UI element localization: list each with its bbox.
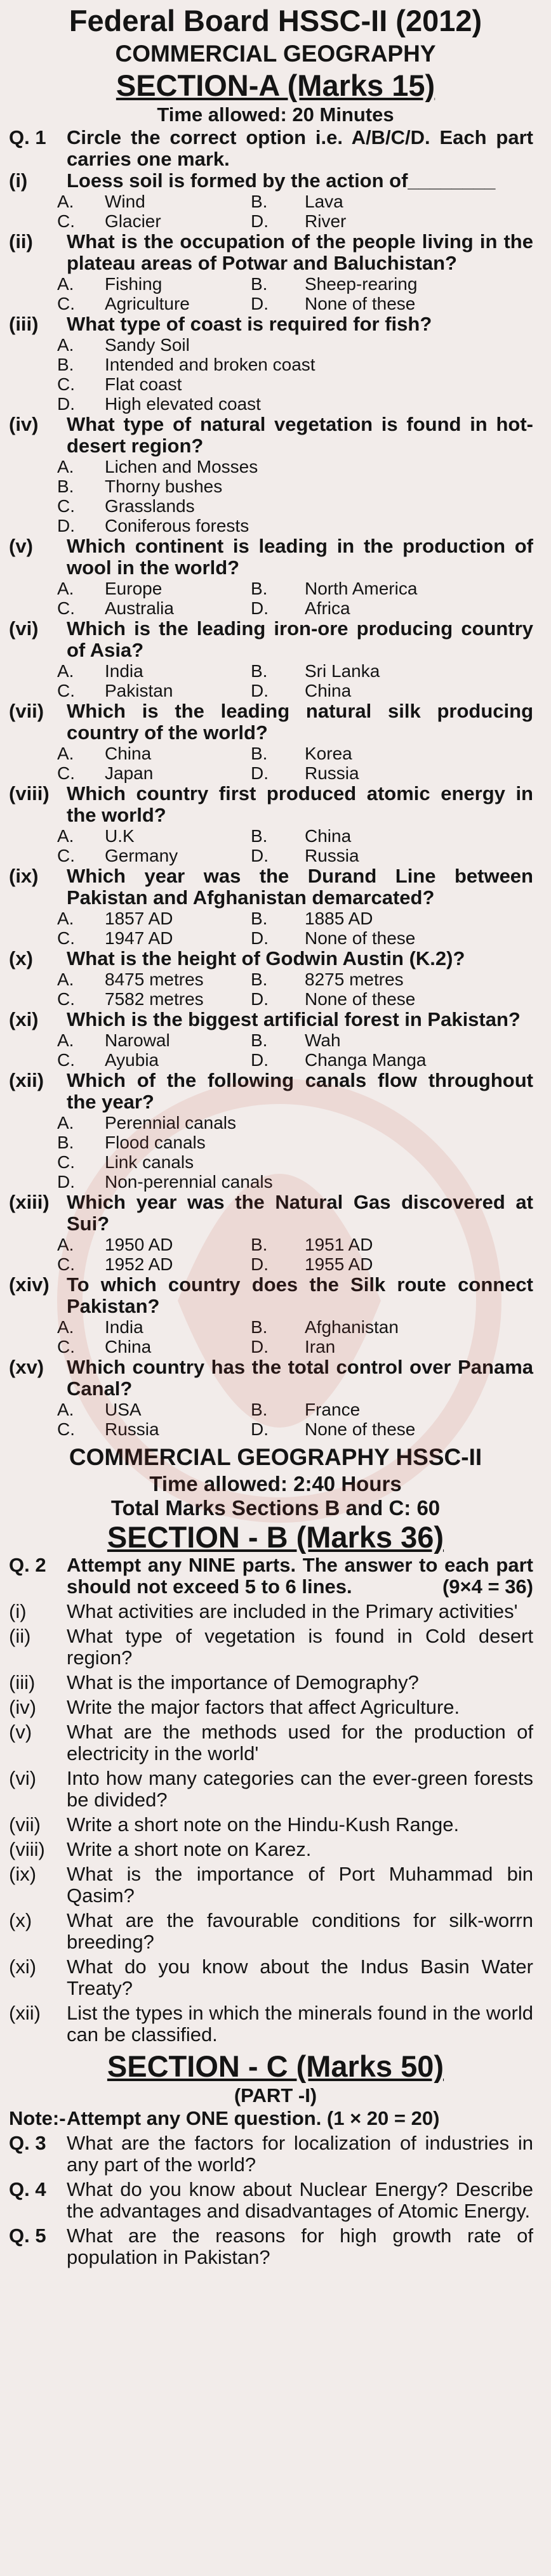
mcq-options: [57, 909, 533, 948]
mcq-number: (xiv): [9, 1273, 50, 1296]
mcq-row: [0, 231, 551, 274]
short-question-row: [0, 1910, 551, 1953]
option-text: Wind: [105, 192, 145, 211]
option-letter: B.: [251, 1317, 268, 1337]
option-text: 1952 AD: [105, 1254, 173, 1274]
option-line: [57, 1172, 533, 1192]
option-text: River: [305, 211, 347, 231]
option-text: Grasslands: [105, 496, 195, 516]
option-text: None of these: [305, 1419, 416, 1439]
short-question-row: [0, 2002, 551, 2046]
option-text: Flat coast: [105, 374, 182, 394]
option-text: Sheep-rearing: [305, 274, 418, 294]
option-letter: B.: [251, 1030, 268, 1050]
short-question-row: [0, 1863, 551, 1907]
option-text: Sandy Soil: [105, 335, 190, 355]
mcq-number: (xiii): [9, 1191, 50, 1213]
option-letter: A.: [57, 1317, 74, 1337]
option-letter: B.: [251, 826, 268, 846]
short-question-number: (v): [9, 1721, 32, 1743]
option-letter: C.: [57, 846, 75, 865]
mcq-options: [57, 1030, 533, 1070]
option-text: Lava: [305, 192, 343, 211]
q2-number: Q. 2: [9, 1554, 46, 1576]
long-question-number: Q. 5: [9, 2224, 46, 2247]
mcq-question: What type of coast is required for fish?: [67, 313, 432, 335]
mcq-row: [0, 700, 551, 744]
option-letter: D.: [57, 1172, 75, 1192]
mcq-row: [0, 783, 551, 826]
mcq-row: [0, 414, 551, 457]
short-question-row: [0, 1839, 551, 1860]
option-letter: B.: [251, 1400, 268, 1419]
option-text: China: [305, 681, 352, 700]
mcq-options: [57, 1113, 533, 1192]
option-line: [57, 969, 533, 989]
mcq-row: [0, 1274, 551, 1317]
mcq-question: Which is the leading natural silk producing country of the world?: [67, 700, 533, 744]
short-question-number: (vii): [9, 1813, 41, 1836]
option-line: [57, 661, 533, 681]
option-text: Russia: [305, 763, 359, 783]
short-question-row: [0, 1814, 551, 1836]
option-line: [57, 516, 533, 536]
mcq-row: [0, 948, 551, 969]
option-line: [57, 1133, 533, 1152]
option-line: [57, 579, 533, 598]
q1-row: [0, 127, 551, 170]
option-text: 1885 AD: [305, 909, 373, 928]
option-line: [57, 846, 533, 865]
mcq-row: [0, 313, 551, 335]
option-line: [57, 457, 533, 476]
option-text: France: [305, 1400, 361, 1419]
option-line: [57, 1050, 533, 1070]
option-letter: D.: [251, 763, 269, 783]
option-letter: B.: [251, 744, 268, 763]
option-text: Japan: [105, 763, 154, 783]
long-question-text: What are the reasons for high growth rate of population in Pakistan?: [67, 2224, 533, 2268]
option-line: [57, 681, 533, 700]
option-letter: C.: [57, 211, 75, 231]
option-text: Wah: [305, 1030, 341, 1050]
option-letter: A.: [57, 744, 74, 763]
option-text: Russia: [305, 846, 359, 865]
mcq-options: [57, 744, 533, 783]
option-letter: A.: [57, 192, 74, 211]
option-line: [57, 928, 533, 948]
option-text: Africa: [305, 598, 350, 618]
short-question-text: What type of vegetation is found in Cold desert region?: [67, 1625, 533, 1669]
option-letter: C.: [57, 681, 75, 700]
long-question-text: What do you know about Nuclear Energy? Describe the advantages and disadvantages of Atomic Energy.: [67, 2178, 533, 2222]
mcq-options: [57, 457, 533, 536]
option-text: None of these: [305, 989, 416, 1009]
option-text: Afghanistan: [305, 1317, 399, 1337]
short-question-text: Into how many categories can the ever-green forests be divided?: [67, 1767, 533, 1811]
option-line: [57, 744, 533, 763]
option-letter: D.: [251, 598, 269, 618]
option-letter: D.: [251, 1419, 269, 1439]
short-question-text: What activities are included in the Primary activities': [67, 1600, 518, 1622]
section-b-heading: SECTION - B (Marks 36): [107, 1520, 444, 1554]
option-letter: A.: [57, 1030, 74, 1050]
option-letter: D.: [57, 394, 75, 414]
short-question-row: [0, 1697, 551, 1718]
short-question-text: What are the methods used for the production of electricity in the world': [67, 1721, 533, 1764]
option-text: Glacier: [105, 211, 161, 231]
option-text: Lichen and Mosses: [105, 457, 258, 476]
option-letter: C.: [57, 1337, 75, 1357]
option-text: Intended and broken coast: [105, 355, 315, 374]
short-question-number: (vi): [9, 1767, 37, 1789]
mcq-question: Which year was the Natural Gas discovered at Sui?: [67, 1191, 533, 1235]
short-question-number: (xii): [9, 2002, 41, 2024]
option-text: 8275 metres: [305, 969, 404, 989]
short-question-text: List the types in which the minerals found in the world can be classified.: [67, 2002, 533, 2046]
long-question-text: What are the factors for localization of industries in any part of the world?: [67, 2132, 533, 2176]
long-question-number: Q. 3: [9, 2132, 46, 2154]
mcq-options: [57, 969, 533, 1009]
option-text: Russia: [105, 1419, 159, 1439]
option-text: 1955 AD: [305, 1254, 373, 1274]
mcq-question: Which continent is leading in the production of wool in the world?: [67, 535, 533, 579]
option-line: [57, 1113, 533, 1133]
mcq-question: Loess soil is formed by the action of________: [67, 169, 496, 192]
mcq-question: What type of natural vegetation is found in hot-desert region?: [67, 413, 533, 457]
option-line: [57, 1235, 533, 1254]
mcq-question: Which of the following canals flow throughout the year?: [67, 1069, 533, 1113]
mcq-number: (v): [9, 535, 33, 557]
short-question-number: (xi): [9, 1955, 37, 1978]
mcq-list: [0, 170, 551, 1439]
option-line: [57, 1030, 533, 1050]
option-letter: D.: [251, 989, 269, 1009]
option-text: Perennial canals: [105, 1113, 237, 1133]
option-text: North America: [305, 579, 418, 598]
mcq-options: [57, 274, 533, 313]
option-letter: D.: [251, 928, 269, 948]
option-text: Pakistan: [105, 681, 173, 700]
long-question-row: [0, 2179, 551, 2222]
option-line: [57, 1337, 533, 1357]
option-line: [57, 598, 533, 618]
section-a-heading: SECTION-A (Marks 15): [116, 69, 435, 102]
short-question-text: What do you know about the Indus Basin Water Treaty?: [67, 1955, 533, 1999]
mcq-row: [0, 1009, 551, 1030]
option-line: [57, 909, 533, 928]
option-letter: B.: [251, 1235, 268, 1254]
option-letter: C.: [57, 1050, 75, 1070]
option-text: Agriculture: [105, 294, 190, 313]
mcq-number: (vii): [9, 700, 44, 722]
option-text: USA: [105, 1400, 142, 1419]
option-text: U.K: [105, 826, 135, 846]
option-letter: A.: [57, 1235, 74, 1254]
option-letter: B.: [251, 969, 268, 989]
option-line: [57, 826, 533, 846]
mcq-number: (iii): [9, 313, 39, 335]
option-line: [57, 355, 533, 374]
option-text: Non-perennial canals: [105, 1172, 273, 1192]
mcq-options: [57, 661, 533, 700]
option-letter: A.: [57, 826, 74, 846]
option-letter: A.: [57, 457, 74, 476]
option-line: [57, 1152, 533, 1172]
mcq-question: What is the height of Godwin Austin (K.2)?: [67, 947, 465, 969]
option-letter: C.: [57, 763, 75, 783]
mcq-row: [0, 1357, 551, 1400]
option-letter: D.: [251, 1254, 269, 1274]
subject-title: COMMERCIAL GEOGRAPHY: [115, 41, 436, 67]
mcq-options: [57, 1400, 533, 1439]
mcq-number: (ii): [9, 230, 33, 253]
short-question-row: [0, 1768, 551, 1811]
option-line: [57, 476, 533, 496]
q1-instruction: Circle the correct option i.e. A/B/C/D. Each part carries one mark.: [67, 126, 533, 170]
q1-number: Q. 1: [9, 126, 46, 148]
option-letter: D.: [57, 516, 75, 536]
mcq-row: [0, 1192, 551, 1235]
option-line: [57, 1419, 533, 1439]
option-text: Australia: [105, 598, 174, 618]
short-question-text: Write a short note on Karez.: [67, 1838, 312, 1860]
option-letter: D.: [251, 1050, 269, 1070]
mcq-question: To which country does the Silk route connect Pakistan?: [67, 1273, 533, 1317]
mcq-question: What is the occupation of the people living in the plateau areas of Potwar and Baluchistan?: [67, 230, 533, 274]
option-line: [57, 1254, 533, 1274]
mcq-number: (iv): [9, 413, 39, 435]
option-text: None of these: [305, 294, 416, 313]
short-question-number: (x): [9, 1909, 32, 1931]
option-text: Thorny bushes: [105, 476, 223, 496]
mcq-options: [57, 1317, 533, 1357]
mcq-number: (i): [9, 169, 28, 192]
mcq-options: [57, 579, 533, 618]
option-text: Sri Lanka: [305, 661, 380, 681]
option-letter: B.: [57, 355, 74, 374]
option-letter: C.: [57, 1419, 75, 1439]
option-text: Changa Manga: [305, 1050, 427, 1070]
short-question-number: (ix): [9, 1863, 37, 1885]
option-text: 8475 metres: [105, 969, 204, 989]
q2-instruction: Attempt any NINE parts. The answer to each part should not exceed 5 to 6 lines.: [67, 1554, 533, 1598]
option-text: 7582 metres: [105, 989, 204, 1009]
option-line: [57, 763, 533, 783]
mcq-number: (xii): [9, 1069, 44, 1091]
option-line: [57, 1317, 533, 1337]
option-line: [57, 335, 533, 355]
option-letter: C.: [57, 598, 75, 618]
option-text: 1857 AD: [105, 909, 173, 928]
option-text: China: [105, 744, 152, 763]
option-text: Narowal: [105, 1030, 170, 1050]
part2-total-marks: Total Marks Sections B and C: 60: [110, 1496, 441, 1520]
option-text: Link canals: [105, 1152, 194, 1172]
mcq-number: (xi): [9, 1008, 39, 1030]
short-question-number: (iii): [9, 1671, 36, 1693]
long-question-list: [0, 2132, 551, 2268]
option-letter: C.: [57, 496, 75, 516]
option-letter: B.: [251, 661, 268, 681]
option-letter: C.: [57, 928, 75, 948]
option-line: [57, 1400, 533, 1419]
option-letter: B.: [251, 274, 268, 294]
option-line: [57, 294, 533, 313]
option-letter: C.: [57, 294, 75, 313]
mcq-question: Which year was the Durand Line between Pakistan and Afghanistan demarcated?: [67, 865, 533, 909]
option-letter: C.: [57, 1254, 75, 1274]
option-letter: A.: [57, 274, 74, 294]
option-letter: B.: [251, 909, 268, 928]
option-text: High elevated coast: [105, 394, 261, 414]
long-question-row: [0, 2225, 551, 2268]
option-text: 1947 AD: [105, 928, 173, 948]
option-letter: D.: [251, 211, 269, 231]
short-question-text: Write the major factors that affect Agriculture.: [67, 1696, 460, 1718]
option-line: [57, 211, 533, 231]
mcq-options: [57, 1235, 533, 1274]
option-letter: D.: [251, 294, 269, 313]
option-text: Europe: [105, 579, 163, 598]
short-question-row: [0, 1601, 551, 1622]
option-letter: A.: [57, 1113, 74, 1133]
section-c-heading: SECTION - C (Marks 50): [107, 2049, 444, 2083]
mcq-number: (xv): [9, 1356, 44, 1378]
short-question-text: Write a short note on the Hindu-Kush Range.: [67, 1813, 460, 1836]
option-text: India: [105, 1317, 143, 1337]
note-text: Attempt any ONE question. (1 × 20 = 20): [67, 2107, 440, 2129]
long-question-row: [0, 2132, 551, 2176]
option-text: None of these: [305, 928, 416, 948]
short-question-row: [0, 1721, 551, 1764]
option-letter: A.: [57, 1400, 74, 1419]
option-letter: C.: [57, 374, 75, 394]
option-letter: C.: [57, 989, 75, 1009]
long-question-number: Q. 4: [9, 2178, 46, 2200]
mcq-question: Which country first produced atomic energy in the world?: [67, 782, 533, 826]
option-line: [57, 394, 533, 414]
option-letter: A.: [57, 969, 74, 989]
option-text: China: [305, 826, 352, 846]
mcq-question: Which is the biggest artificial forest in Pakistan?: [67, 1008, 521, 1030]
option-line: [57, 374, 533, 394]
option-letter: D.: [251, 1337, 269, 1357]
short-question-number: (i): [9, 1600, 27, 1622]
option-text: China: [105, 1337, 152, 1357]
short-question-text: What are the favourable conditions for silk-worrn breeding?: [67, 1909, 533, 1953]
mcq-question: Which country has the total control over Panama Canal?: [67, 1356, 533, 1400]
mcq-number: (viii): [9, 782, 50, 805]
option-letter: B.: [251, 192, 268, 211]
option-letter: B.: [57, 476, 74, 496]
q2-row: [0, 1554, 551, 1598]
option-letter: D.: [251, 681, 269, 700]
short-question-number: (iv): [9, 1696, 37, 1718]
mcq-options: [57, 335, 533, 414]
mcq-options: [57, 826, 533, 865]
option-text: Iran: [305, 1337, 336, 1357]
option-letter: B.: [251, 579, 268, 598]
mcq-options: [57, 192, 533, 231]
short-question-text: What is the importance of Demography?: [67, 1671, 419, 1693]
option-letter: D.: [251, 846, 269, 865]
mcq-row: [0, 865, 551, 909]
mcq-number: (vi): [9, 617, 39, 640]
short-question-number: (ii): [9, 1625, 31, 1647]
option-text: 1950 AD: [105, 1235, 173, 1254]
option-letter: A.: [57, 579, 74, 598]
paper-title: Federal Board HSSC-II (2012): [69, 4, 482, 37]
option-text: Korea: [305, 744, 352, 763]
option-letter: B.: [57, 1133, 74, 1152]
short-question-text: What is the importance of Port Muhammad bin Qasim?: [67, 1863, 533, 1907]
option-line: [57, 192, 533, 211]
option-letter: A.: [57, 661, 74, 681]
short-question-row: [0, 1672, 551, 1693]
short-question-row: [0, 1626, 551, 1669]
option-letter: A.: [57, 909, 74, 928]
option-text: India: [105, 661, 143, 681]
option-text: Coniferous forests: [105, 516, 249, 536]
section-c-note: [0, 2108, 551, 2129]
option-text: Fishing: [105, 274, 163, 294]
option-text: Ayubia: [105, 1050, 159, 1070]
short-question-list: [0, 1601, 551, 2046]
mcq-number: (x): [9, 947, 33, 969]
part2-subject: COMMERCIAL GEOGRAPHY HSSC-II: [69, 1444, 482, 1470]
mcq-row: [0, 536, 551, 579]
short-question-number: (viii): [9, 1838, 45, 1860]
mcq-row: [0, 170, 551, 192]
option-line: [57, 989, 533, 1009]
q2-marks: (9×4 = 36): [442, 1575, 533, 1598]
note-label: Note:-: [9, 2107, 66, 2129]
option-text: Germany: [105, 846, 178, 865]
mcq-row: [0, 1070, 551, 1113]
mcq-question: Which is the leading iron-ore producing country of Asia?: [67, 617, 533, 661]
option-text: 1951 AD: [305, 1235, 373, 1254]
section-c-part: (PART -I): [234, 2084, 317, 2106]
option-text: Flood canals: [105, 1133, 206, 1152]
mcq-number: (ix): [9, 865, 39, 887]
mcq-row: [0, 618, 551, 661]
option-line: [57, 274, 533, 294]
part2-time: Time allowed: 2:40 Hours: [149, 1472, 402, 1495]
option-line: [57, 496, 533, 516]
option-letter: A.: [57, 335, 74, 355]
time-allowed: Time allowed: 20 Minutes: [157, 103, 394, 126]
short-question-row: [0, 1956, 551, 1999]
option-letter: C.: [57, 1152, 75, 1172]
